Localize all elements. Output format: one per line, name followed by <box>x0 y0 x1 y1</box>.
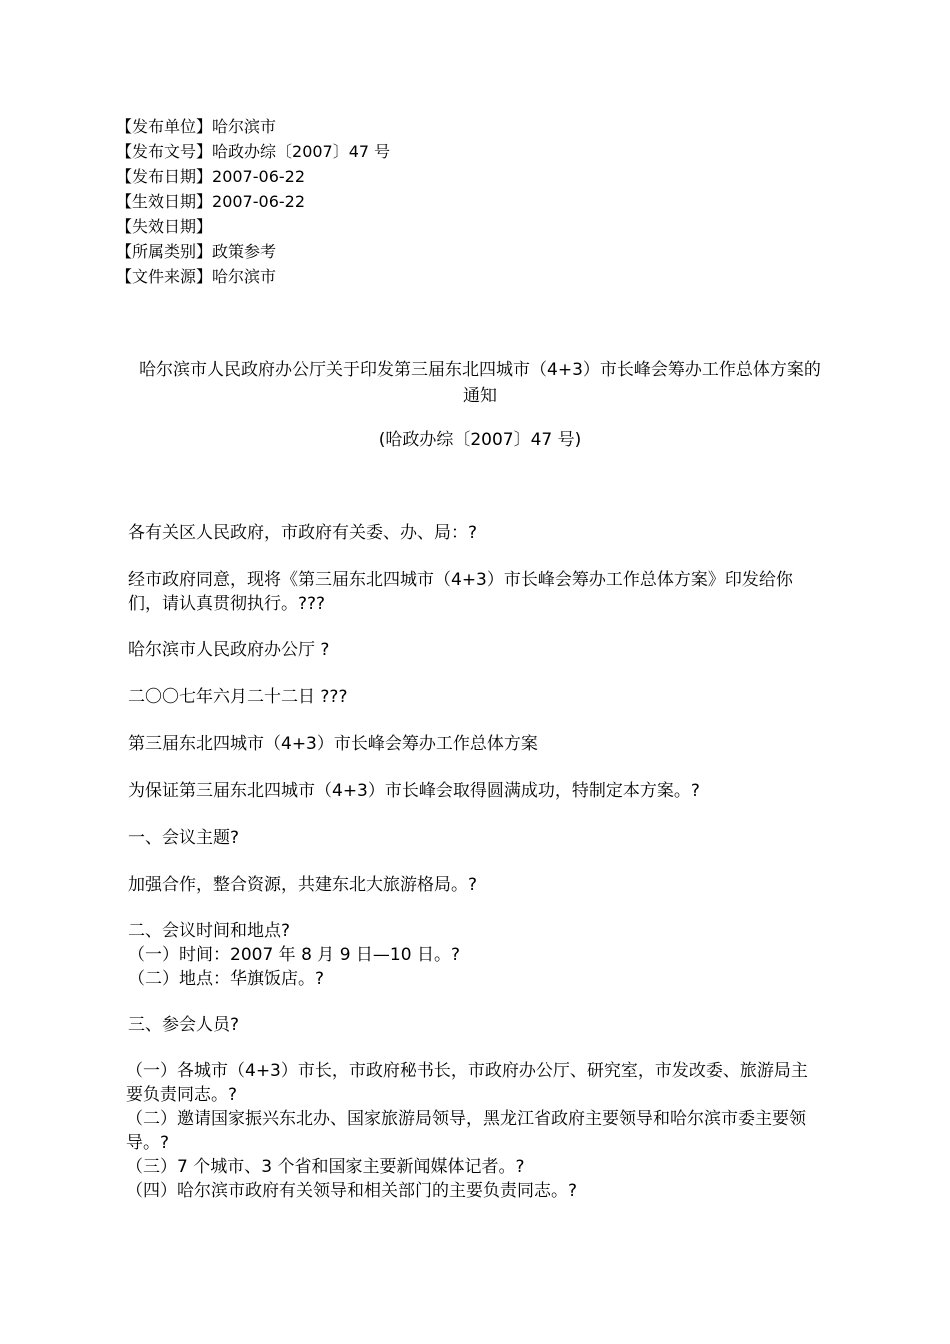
meta-row-effective-date <box>116 189 390 214</box>
meta-label: 【发布单位】 <box>116 117 213 136</box>
meta-row-category <box>116 239 390 264</box>
list-item: （三）7 个城市、3 个省和国家主要新闻媒体记者。? <box>126 1157 525 1177</box>
section-2 <box>128 919 838 991</box>
meta-value: 2007-06-22 <box>212 167 305 186</box>
metadata-block <box>116 114 390 289</box>
meta-label: 【失效日期】 <box>116 217 213 236</box>
paragraph-line: 经市政府同意，现将《第三届东北四城市（4+3）市长峰会筹办工作总体方案》印发给你 <box>128 570 793 590</box>
meta-row-publish-date <box>116 164 390 189</box>
signature: 哈尔滨市人民政府办公厅 ? <box>128 640 330 660</box>
meta-row-expiry-date <box>116 214 390 239</box>
meta-value: 哈尔滨市 <box>212 117 277 136</box>
title-line-2: 通知 <box>463 386 497 406</box>
meta-value: 哈尔滨市 <box>212 267 277 286</box>
plan-title: 第三届东北四城市（4+3）市长峰会筹办工作总体方案 <box>128 734 538 754</box>
paragraph-line: 们，请认真贯彻执行。??? <box>128 594 326 614</box>
meta-label: 【生效日期】 <box>116 192 213 211</box>
meta-row-source <box>116 264 390 289</box>
meta-label: 【发布日期】 <box>116 167 213 186</box>
section-1-heading: 一、会议主题? <box>128 828 240 848</box>
meta-value: 2007-06-22 <box>212 192 305 211</box>
list-item-line: （二）邀请国家振兴东北办、国家旅游局领导，黑龙江省政府主要领导和哈尔滨市委主要领 <box>126 1109 806 1129</box>
meta-row-issuer <box>116 114 390 139</box>
meta-label: 【文件来源】 <box>116 267 213 286</box>
meta-value: 政策参考 <box>212 242 277 261</box>
plan-intro: 为保证第三届东北四城市（4+3）市长峰会取得圆满成功，特制定本方案。? <box>128 781 700 801</box>
paragraph-approval <box>128 568 838 616</box>
title-line-1: 哈尔滨市人民政府办公厅关于印发第三届东北四城市（4+3）市长峰会筹办工作总体方案的 <box>139 360 821 380</box>
meta-value: 哈政办综〔2007〕47 号 <box>212 142 391 161</box>
section-2-place: （二）地点：华旗饭店。? <box>128 969 325 989</box>
meta-label: 【所属类别】 <box>116 242 213 261</box>
signature-date: 二〇〇七年六月二十二日 ??? <box>128 687 348 707</box>
list-item-line: （一）各城市（4+3）市长，市政府秘书长，市政府办公厅、研究室，市发改委、旅游局主 <box>126 1061 808 1081</box>
section-1-text: 加强合作，整合资源，共建东北大旅游格局。? <box>128 875 478 895</box>
list-item-line: 导。? <box>126 1133 170 1153</box>
document-number: (哈政办综〔2007〕47 号) <box>378 430 582 450</box>
list-item-line: 要负责同志。? <box>126 1085 238 1105</box>
section-3-heading: 三、参会人员? <box>128 1015 240 1035</box>
meta-label: 【发布文号】 <box>116 142 213 161</box>
section-2-heading: 二、会议时间和地点? <box>128 921 291 941</box>
document-title <box>100 357 860 409</box>
meta-row-doc-number <box>116 139 390 164</box>
section-2-time: （一）时间：2007 年 8 月 9 日—10 日。? <box>128 945 460 965</box>
list-item: （四）哈尔滨市政府有关领导和相关部门的主要负责同志。? <box>126 1181 578 1201</box>
salutation: 各有关区人民政府，市政府有关委、办、局：? <box>128 523 478 543</box>
section-3-list <box>126 1059 836 1203</box>
